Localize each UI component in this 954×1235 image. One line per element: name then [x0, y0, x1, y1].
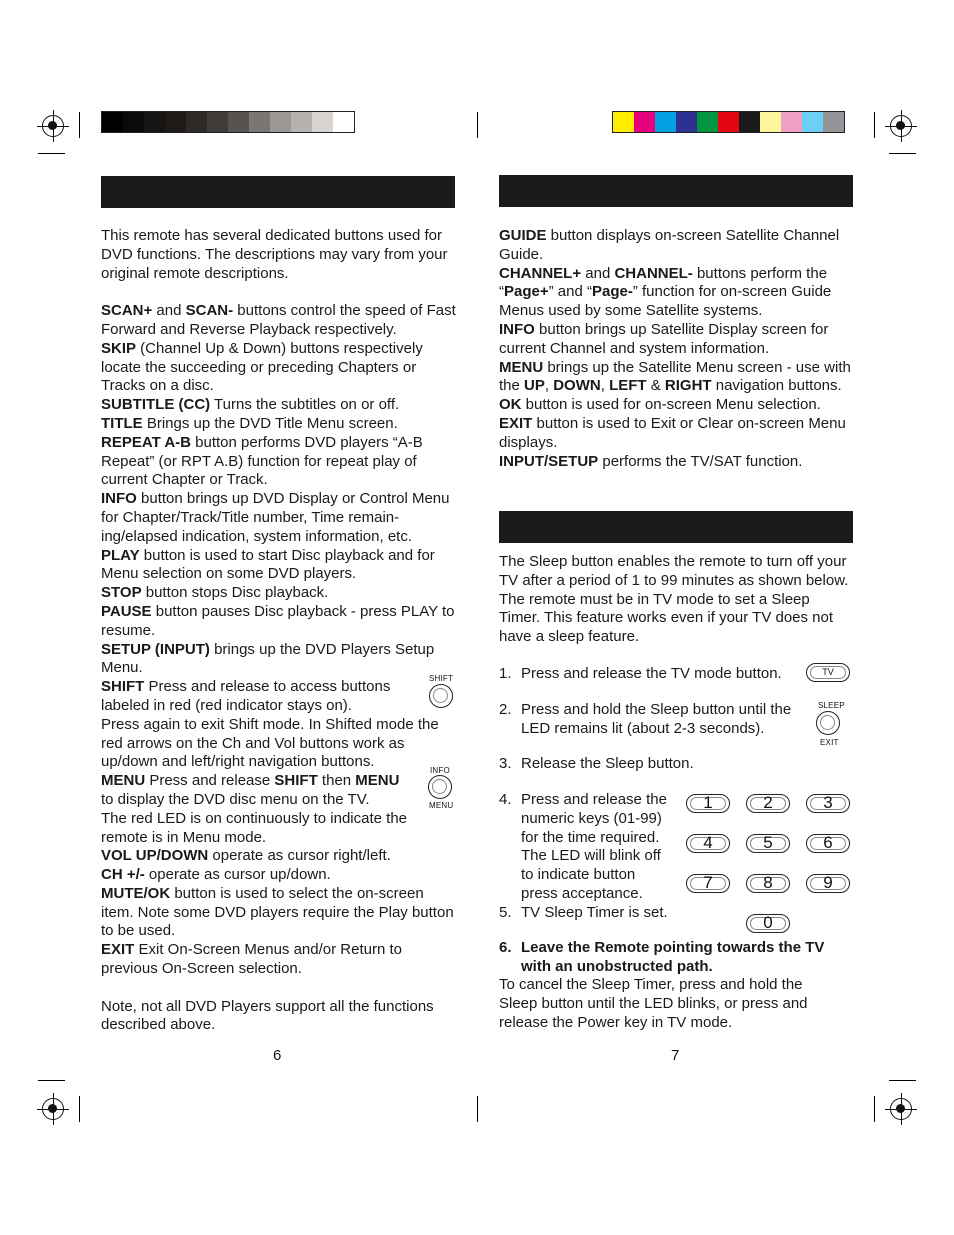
key-9-icon: 9: [806, 874, 850, 893]
crop-mark: [477, 1096, 478, 1122]
setup-desc: SETUP (INPUT) brings up the DVD Players Setup Menu.: [101, 640, 435, 677]
crop-mark: [79, 1096, 80, 1122]
registration-mark-bottom-right: [890, 1098, 912, 1120]
stop-desc: STOP button stops Disc playback.: [101, 584, 329, 602]
key-7-icon: 7: [686, 874, 730, 893]
cancel-text-body: To cancel the Sleep Timer, press and hold the Sleep button until the LED blinks, or press and release the Power key in TV mode.: [499, 976, 808, 1031]
exit-desc: EXIT Exit On-Screen Menus and/or Return to previous On-Screen selection.: [101, 941, 402, 978]
crop-mark: [874, 1096, 875, 1122]
color-swatch: [249, 112, 270, 132]
color-swatch: [123, 112, 144, 132]
page-number-left: 6: [273, 1047, 282, 1064]
key-4-icon: 4: [686, 834, 730, 853]
color-swatch: [165, 112, 186, 132]
guide-desc: GUIDE button displays on-screen Satellite Channel Guide.: [499, 227, 840, 263]
color-swatch: [312, 112, 333, 132]
registration-mark-top-right: [890, 115, 912, 137]
color-swatch: [613, 112, 634, 132]
sat-menu-desc: MENU brings up the Satellite Menu screen - use with the UP, DOWN, LEFT & RIGHT navigation buttons.: [499, 358, 851, 395]
crop-mark: [477, 112, 478, 138]
menu-desc: MENU Press and release SHIFT then MENU to display the DVD disc menu on the TV.: [101, 772, 400, 808]
shift-icon-label: SHIFT: [429, 674, 454, 683]
sleep-intro: [499, 553, 851, 647]
key-3-icon: 3: [806, 794, 850, 813]
registration-mark-bottom-left: [42, 1098, 64, 1120]
color-bar: [612, 111, 845, 133]
repeat-desc: REPEAT A-B button performs DVD players “A-B Repeat” (or RPT A.B) function for repeat play of current Chapter or Track.: [101, 433, 423, 489]
key-6-icon: 6: [806, 834, 850, 853]
color-swatch: [228, 112, 249, 132]
color-swatch: [781, 112, 802, 132]
color-swatch: [760, 112, 781, 132]
menu-desc-2: The red LED is on continuously to indicate the remote is in Menu mode.: [101, 809, 408, 846]
info-menu-button-icon: [428, 775, 452, 799]
intro-text: This remote has several dedicated buttons used for DVD functions. The descriptions may vary from your original remote descriptions.: [101, 227, 448, 282]
tv-mode-button-icon: TV: [806, 663, 850, 682]
section-header-dvd: [101, 176, 455, 208]
title-desc: TITLE Brings up the DVD Title Menu screen.: [101, 414, 398, 432]
grayscale-bar: [101, 111, 355, 133]
ok-desc: OK button is used for on-screen Menu selection.: [499, 396, 821, 414]
color-swatch: [634, 112, 655, 132]
color-swatch: [739, 112, 760, 132]
color-swatch: [333, 112, 354, 132]
key-1-icon: 1: [686, 794, 730, 813]
input-desc: INPUT/SETUP performs the TV/SAT function.: [499, 452, 803, 470]
key-0-icon: 0: [746, 914, 790, 933]
play-desc: PLAY button is used to start Disc playback and for Menu selection on some DVD players.: [101, 546, 435, 583]
right-column-satellite: [499, 227, 855, 471]
color-swatch: [291, 112, 312, 132]
info-icon-label: INFO: [430, 766, 450, 775]
note-text: Note, not all DVD Players support all the functions described above.: [101, 997, 434, 1034]
key-8-icon: 8: [746, 874, 790, 893]
color-swatch: [823, 112, 844, 132]
registration-mark-top-left: [42, 115, 64, 137]
color-swatch: [676, 112, 697, 132]
key-2-icon: 2: [746, 794, 790, 813]
color-swatch: [697, 112, 718, 132]
channel-desc: CHANNEL+ and CHANNEL- buttons perform the “Page+” and “Page-” function for on-screen Guide Menus used by some Satellite systems.: [499, 264, 832, 320]
menu-icon-label: MENU: [429, 801, 454, 810]
sleep-intro-text: The Sleep button enables the remote to turn off your TV after a period of 1 to 99 minutes as shown below. The remote must be in TV mode to set a Sleep Timer. This feature works even if your TV does not have a sleep feature.: [499, 553, 849, 646]
sleep-icon-label: SLEEP: [818, 701, 845, 710]
crop-mark: [38, 1080, 65, 1081]
crop-mark: [38, 153, 65, 154]
shift-desc-2: Press again to exit Shift mode. In Shifted mode the red arrows on the Ch and Vol buttons work as up/down and left/right navigation buttons.: [101, 715, 439, 771]
color-swatch: [207, 112, 228, 132]
exit-icon-label: EXIT: [820, 738, 839, 747]
crop-mark: [889, 1080, 916, 1081]
crop-mark: [79, 112, 80, 138]
section-header-sleep: [499, 511, 853, 543]
color-swatch: [186, 112, 207, 132]
sat-exit-desc: EXIT button is used to Exit or Clear on-screen Menu displays.: [499, 414, 846, 451]
mute-desc: MUTE/OK button is used to select the on-screen item. Note some DVD players require the Play button to be used.: [101, 884, 454, 940]
vol-desc: VOL UP/DOWN operate as cursor right/left.: [101, 847, 391, 865]
cancel-text: [499, 976, 839, 1032]
page-number-right: 7: [671, 1047, 680, 1064]
color-swatch: [718, 112, 739, 132]
left-column-text: [101, 227, 457, 1035]
crop-mark: [874, 112, 875, 138]
shift-desc: SHIFT Press and release to access buttons labeled in red (red indicator stays on).: [101, 678, 391, 714]
crop-mark: [889, 153, 916, 154]
color-swatch: [802, 112, 823, 132]
sat-info-desc: INFO button brings up Satellite Display screen for current Channel and system information.: [499, 320, 829, 357]
color-swatch: [144, 112, 165, 132]
skip-desc: SKIP (Channel Up & Down) buttons respectively locate the succeeding or preceding Chapters or Tracks on a disc.: [101, 339, 423, 395]
key-5-icon: 5: [746, 834, 790, 853]
color-swatch: [655, 112, 676, 132]
pause-desc: PAUSE button pauses Disc playback - press PLAY to resume.: [101, 602, 455, 639]
sleep-exit-button-icon: [816, 711, 840, 735]
scan-desc: SCAN+ and SCAN- buttons control the speed of Fast Forward and Reverse Playback respectively.: [101, 302, 456, 338]
shift-button-icon: [429, 684, 453, 708]
color-swatch: [270, 112, 291, 132]
color-swatch: [102, 112, 123, 132]
subtitle-desc: SUBTITLE (CC) Turns the subtitles on or off.: [101, 396, 400, 414]
ch-desc: CH +/- operate as cursor up/down.: [101, 866, 331, 884]
info-desc: INFO button brings up DVD Display or Control Menu for Chapter/Track/Title number, Time remain-ing/elapsed indication, system information, etc.: [101, 490, 450, 545]
section-header-satellite: [499, 175, 853, 207]
